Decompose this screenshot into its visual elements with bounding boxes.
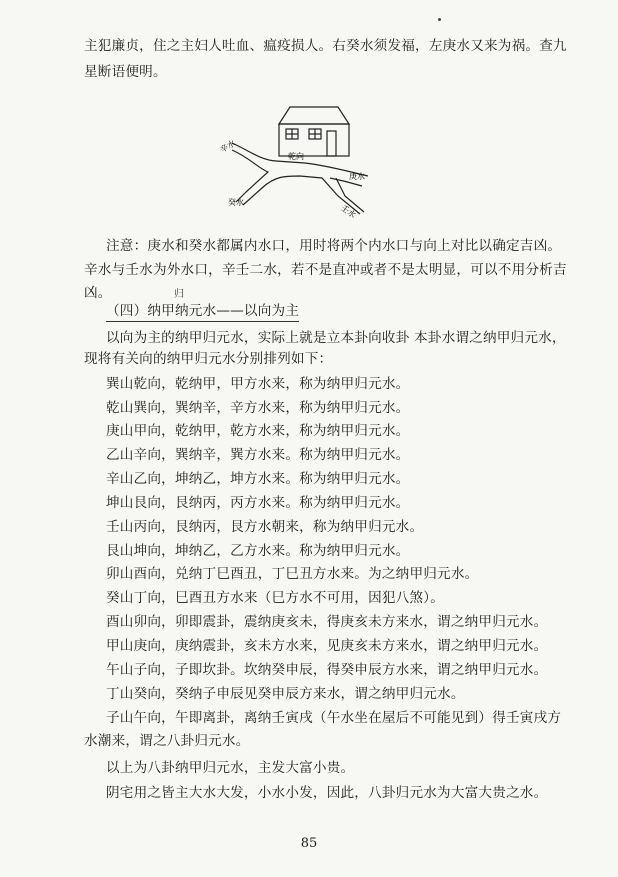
list-item: 甲山庚向，庚纳震卦，亥未方水来，见庚亥未方来水，谓之纳甲归元水。 [106,638,548,654]
list-item: 乾山巽向，巽纳辛，辛方水来，称为纳甲归元水。 [106,400,410,416]
list-item: 庚山甲向，乾纳甲，乾方水来，称为纳甲归元水。 [106,423,410,439]
label-xin-water: 辛水 [218,138,237,155]
list-item: 酉山卯向，卯即震卦，震纳庚亥未，得庚亥未方来水，谓之纳甲归元水。 [106,614,548,630]
section-heading: （四）纳甲纳元水——以向为主 [106,301,299,322]
intro-line-2: 星断语便明。 [84,64,167,80]
section-closing: 阴宅用之皆主大水大发，小水小发，因此，八卦归元水为大富大贵之水。 [106,785,548,801]
house-drawing [279,107,349,156]
intro-line-1: 主犯廉贞，住之主妇人吐血、瘟疫损人。右癸水须发福，左庚水又来为祸。查九 [84,38,567,54]
speck [438,18,441,21]
label-ren-water: 壬水 [339,203,358,220]
label-gui-water: 癸水 [228,198,244,207]
section-intro-1: 以向为主的纳甲归元水，实际上就是立本卦向收卦 本卦水谓之纳甲归元水， [106,330,566,346]
note-line-3: 凶。 [84,285,112,301]
note-line-2: 辛水与壬水为外水口，辛壬二水，若不是直冲或者不是太明显，可以不用分析吉 [84,262,567,278]
page-number: 85 [300,836,318,851]
list-item: 水潮来，谓之八卦归元水。 [84,733,250,749]
section-summary: 以上为八卦纳甲归元水，主发大富小贵。 [106,760,355,776]
list-item: 艮山坤向，坤纳乙，乙方水来。称为纳甲归元水。 [106,543,410,559]
list-item: 巽山乾向，乾纳甲，甲方水来，称为纳甲归元水。 [106,376,410,392]
list-item: 子山午向，午即离卦，离纳壬寅戌（午水坐在屋后不可能见到）得壬寅戌方 [106,710,562,726]
list-item: 卯山酉向，兑纳丁巳酉丑，丁巳丑方水来。为之纳甲归元水。 [106,566,479,582]
list-item: 午山子向，子即坎卦。坎纳癸申辰，得癸申辰方水来，谓之纳甲归元水。 [106,662,548,678]
list-item: 壬山丙向，艮纳丙，艮方水朝来，称为纳甲归元水。 [106,519,424,535]
list-item: 坤山艮向，艮纳丙，丙方水来。称为纳甲归元水。 [106,495,410,511]
label-geng-water: 庚水 [349,172,365,181]
list-item: 辛山乙向，坤纳乙，坤方水来。称为纳甲归元水。 [106,471,410,487]
list-item: 丁山癸向，癸纳子申辰见癸申辰方来水，谓之纳甲归元水。 [106,686,465,702]
note-line-1: 注意：庚水和癸水都属内水口，用时将两个内水口与向上对比以确定吉凶。 [106,238,562,254]
list-item: 癸山丁向，巳酉丑方水来（巳方水不可用，因犯八煞）。 [106,590,445,606]
label-qian-direction: 乾向 [288,152,304,161]
list-item: 乙山辛向，巽纳辛，巽方水来。称为纳甲归元水。 [106,447,410,463]
section-intro-2: 现将有关向的纳甲归元水分别排列如下： [84,351,333,367]
annotation-mark: 归 [174,289,185,300]
